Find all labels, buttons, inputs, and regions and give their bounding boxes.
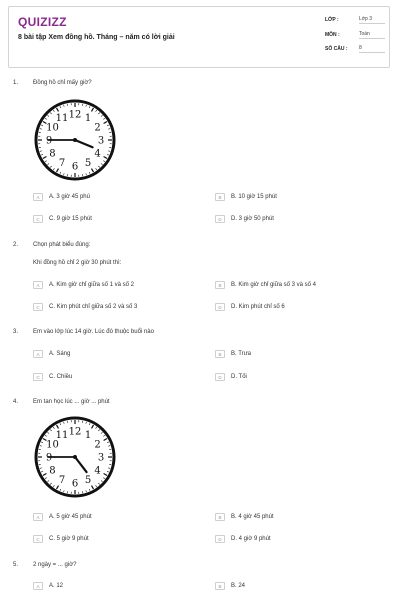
question-4-text: Em tan học lúc ... giờ ... phút	[33, 399, 110, 405]
q1-option-a[interactable]	[33, 193, 90, 201]
clock-numeral: 11	[55, 112, 69, 124]
option-letter: A	[33, 350, 43, 358]
q2-option-b[interactable]	[215, 281, 316, 289]
option-letter: B	[215, 582, 225, 590]
option-letter: B	[215, 281, 225, 289]
option-text: D. Kim phút chỉ số 6	[231, 304, 285, 310]
q1-option-c[interactable]	[33, 215, 92, 223]
option-letter: D	[215, 303, 225, 311]
q2-option-c[interactable]	[33, 303, 137, 311]
clock-numeral: 12	[68, 426, 82, 438]
q4-option-a[interactable]	[33, 513, 92, 521]
option-text: B. Kim giờ chỉ giữa số 3 và số 4	[231, 282, 316, 288]
worksheet-title: 8 bài tập Xem đồng hồ. Tháng – năm có lời giải	[18, 34, 175, 41]
option-text: B. 10 giờ 15 phút	[231, 194, 277, 200]
q2-option-a[interactable]	[33, 281, 134, 289]
option-letter: D	[215, 373, 225, 381]
question-2-text: Chọn phát biểu đúng:	[33, 242, 91, 248]
clock-numeral: 2	[94, 439, 101, 451]
option-text: C. 5 giờ 9 phút	[49, 536, 89, 542]
clock-face-q4	[33, 415, 117, 499]
q1-option-b[interactable]	[215, 193, 277, 201]
question-1-text: Đồng hồ chỉ mấy giờ?	[33, 80, 92, 86]
clock-numeral: 2	[94, 122, 101, 134]
option-text: C. Chiều	[49, 374, 73, 380]
question-4-number: 4.	[13, 399, 19, 405]
question-3-text: Em vào lớp lúc 14 giờ. Lúc đó thuộc buổi nào	[33, 329, 154, 335]
clock-numeral: 12	[68, 109, 82, 121]
question-1-number: 1.	[13, 80, 19, 86]
clock-numeral: 9	[45, 135, 53, 147]
option-letter: C	[33, 215, 43, 223]
quizizz-logo[interactable]: QUIZIZZ	[18, 15, 67, 29]
option-letter: B	[215, 513, 225, 521]
option-letter: D	[215, 535, 225, 543]
option-text: D. 3 giờ 50 phút	[231, 216, 274, 222]
clock-numeral: 1	[84, 429, 92, 441]
option-letter: D	[215, 215, 225, 223]
question-count-value: 8	[359, 45, 385, 53]
option-text: A. 12	[49, 583, 64, 589]
q4-option-b[interactable]	[215, 513, 274, 521]
option-letter: A	[33, 582, 43, 590]
option-letter: A	[33, 281, 43, 289]
option-letter: C	[33, 303, 43, 311]
q5-option-a[interactable]	[33, 582, 63, 590]
option-text: A. 3 giờ 45 phú	[49, 194, 90, 200]
clock-numeral: 11	[55, 429, 69, 441]
q3-option-d[interactable]	[215, 373, 247, 381]
option-text: B. Trưa	[231, 351, 252, 357]
option-letter: A	[33, 513, 43, 521]
clock-numeral: 3	[97, 135, 105, 147]
clock-numeral: 6	[71, 478, 79, 490]
q3-option-b[interactable]	[215, 350, 251, 358]
option-text: C. 9 giờ 15 phút	[49, 216, 92, 222]
option-text: A. Sáng	[49, 351, 71, 357]
option-text: C. Kim phút chỉ giữa số 2 và số 3	[49, 304, 138, 310]
q5-option-b[interactable]	[215, 582, 245, 590]
clock-numeral: 3	[97, 452, 105, 464]
q3-option-a[interactable]	[33, 350, 70, 358]
question-2-number: 2.	[13, 242, 19, 248]
clock-numeral: 10	[46, 439, 59, 451]
clock-center-pin	[73, 455, 77, 459]
question-5-number: 5.	[13, 562, 19, 568]
option-letter: B	[215, 193, 225, 201]
clock-numeral: 4	[94, 465, 101, 477]
clock-numeral: 7	[58, 475, 66, 487]
question-3-number: 3.	[13, 329, 19, 335]
clock-numeral: 10	[46, 122, 59, 134]
grade-label: LỚP :	[325, 17, 339, 23]
option-letter: C	[33, 373, 43, 381]
subject-value: Toán	[359, 31, 385, 39]
grade-value: Lớp 3	[359, 16, 385, 24]
clock-numeral: 5	[84, 475, 92, 487]
clock-center-pin	[73, 138, 77, 142]
q3-option-c[interactable]	[33, 373, 72, 381]
option-letter: A	[33, 193, 43, 201]
option-letter: B	[215, 350, 225, 358]
option-text: D. Tối	[231, 374, 247, 380]
clock-numeral: 9	[45, 452, 53, 464]
clock-face-q1	[33, 98, 117, 182]
clock-numeral: 1	[84, 112, 92, 124]
q1-option-d[interactable]	[215, 215, 274, 223]
clock-numeral: 8	[49, 148, 56, 160]
question-5-text: 2 ngày = ... giờ?	[33, 562, 77, 568]
option-text: B. 4 giờ 45 phút	[231, 514, 274, 520]
q4-option-d[interactable]	[215, 535, 271, 543]
option-text: D. 4 giờ 9 phút	[231, 536, 271, 542]
clock-numeral: 4	[94, 148, 101, 160]
q4-option-c[interactable]	[33, 535, 89, 543]
clock-numeral: 8	[49, 465, 56, 477]
q2-option-d[interactable]	[215, 303, 285, 311]
question-count-label: SỐ CÂU :	[325, 46, 348, 52]
option-text: A. Kim giờ chỉ giữa số 1 và số 2	[49, 282, 134, 288]
option-text: B. 24	[231, 583, 246, 589]
option-letter: C	[33, 535, 43, 543]
option-text: A. 5 giờ 45 phút	[49, 514, 92, 520]
clock-numeral: 6	[71, 161, 79, 173]
clock-numeral: 7	[58, 158, 66, 170]
question-2-subtext: Khi đồng hồ chỉ 2 giờ 30 phút thì:	[33, 260, 122, 266]
subject-label: MÔN :	[325, 32, 340, 38]
clock-numeral: 5	[84, 158, 92, 170]
